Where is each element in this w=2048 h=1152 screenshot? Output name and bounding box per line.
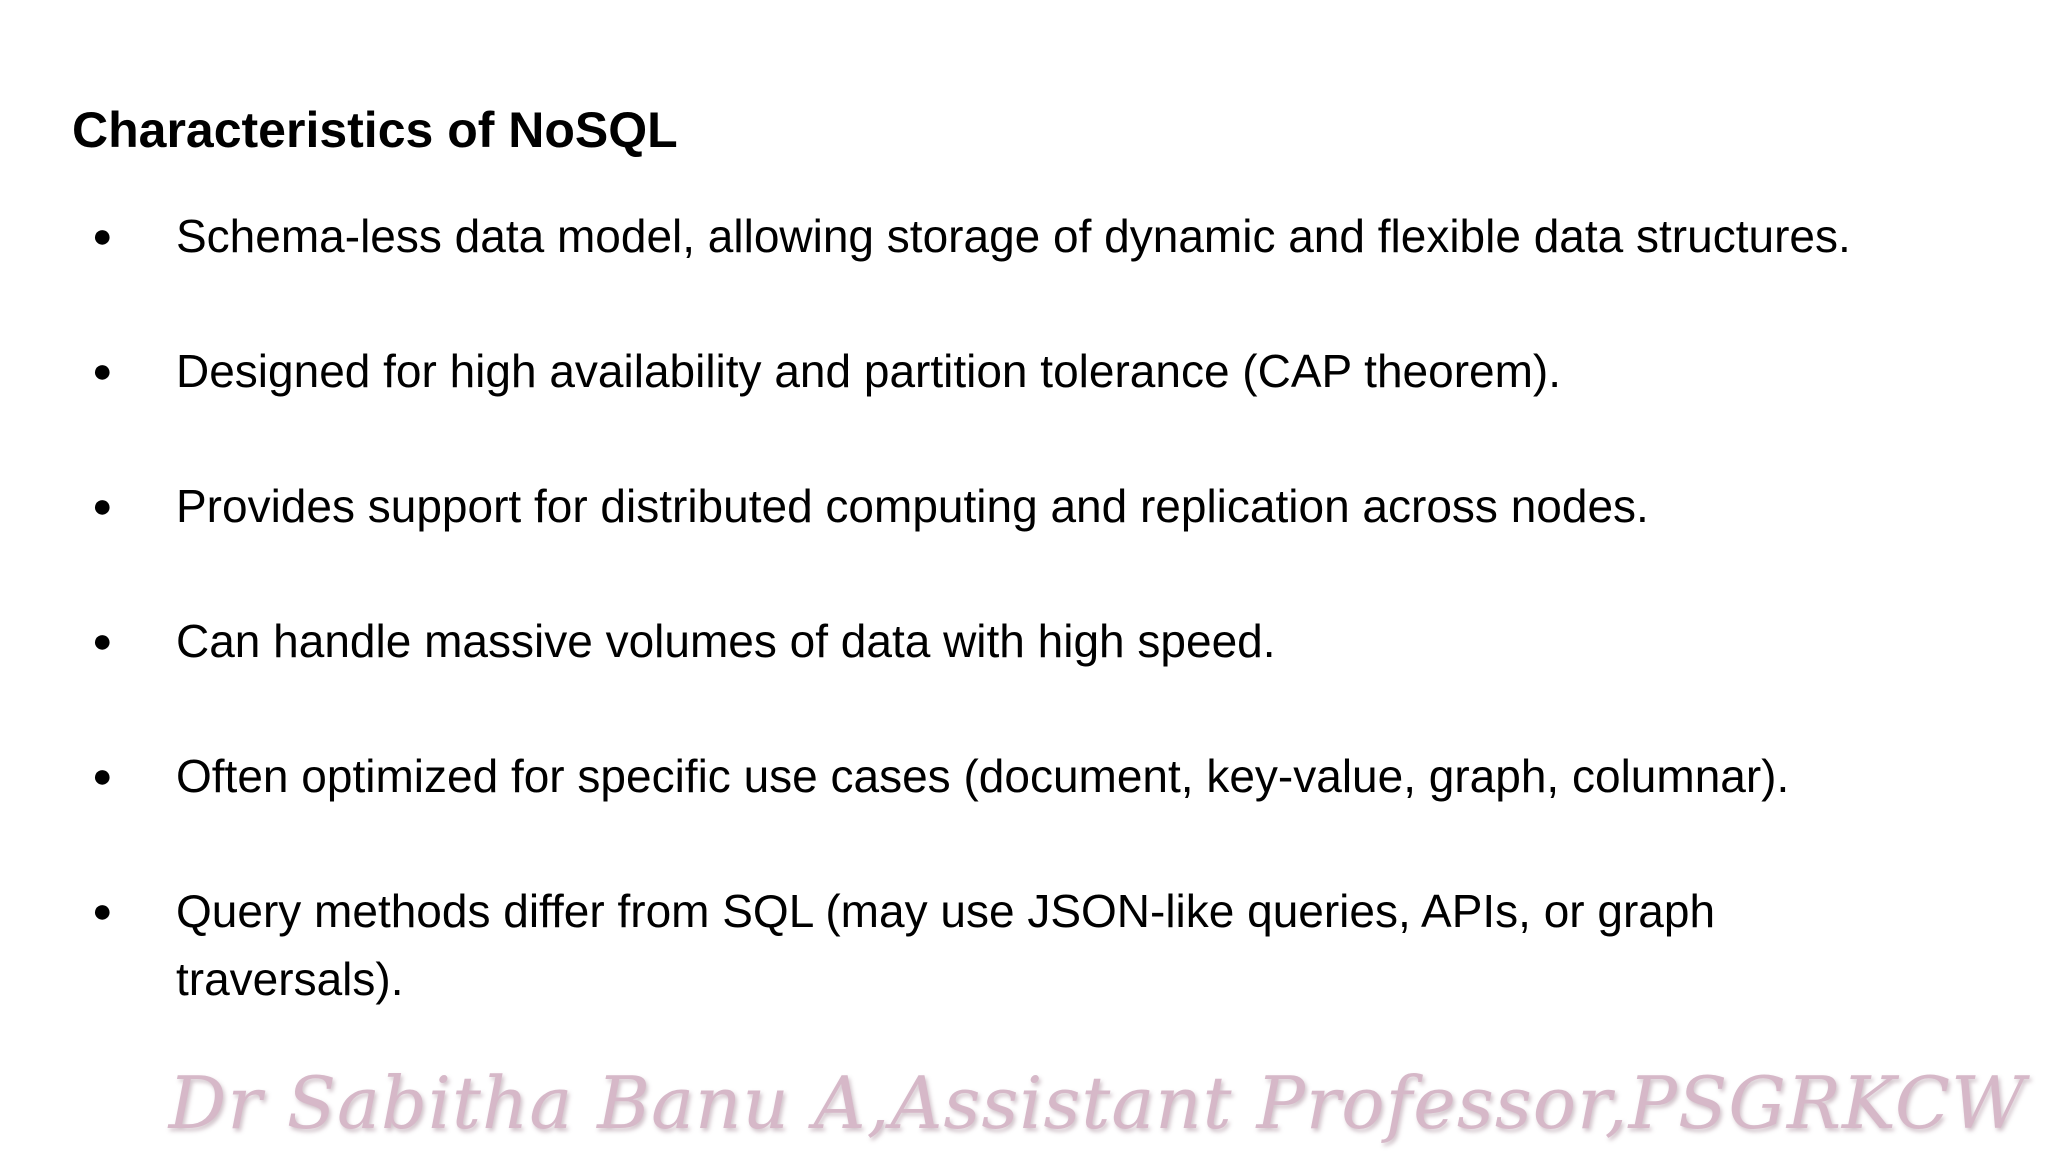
bullet-text: Designed for high availability and partition tolerance (CAP theorem). (176, 345, 1562, 397)
slide-title: Characteristics of NoSQL (72, 102, 678, 158)
bullet-text: Provides support for distributed computing and replication across nodes. (176, 480, 1649, 532)
bullet-text: Schema-less data model, allowing storage of dynamic and flexible data structures. (176, 210, 1851, 262)
bullet-icon: ● (92, 622, 113, 660)
bullet-text: Can handle massive volumes of data with high speed. (176, 615, 1276, 667)
bullet-icon: ● (92, 757, 113, 795)
bullet-text: Often optimized for specific use cases (document, key-value, graph, columnar). (176, 750, 1790, 802)
author-watermark: Dr Sabitha Banu A,Assistant Professor,PSGRKCW (168, 1061, 2026, 1145)
bullet-icon: ● (92, 217, 113, 255)
bullet-text: Query methods differ from SQL (may use JSON-like queries, APIs, or graph traversals). (176, 885, 1716, 1005)
bullet-icon: ● (92, 487, 113, 525)
bullet-icon: ● (92, 352, 113, 390)
bullet-icon: ● (92, 892, 113, 930)
